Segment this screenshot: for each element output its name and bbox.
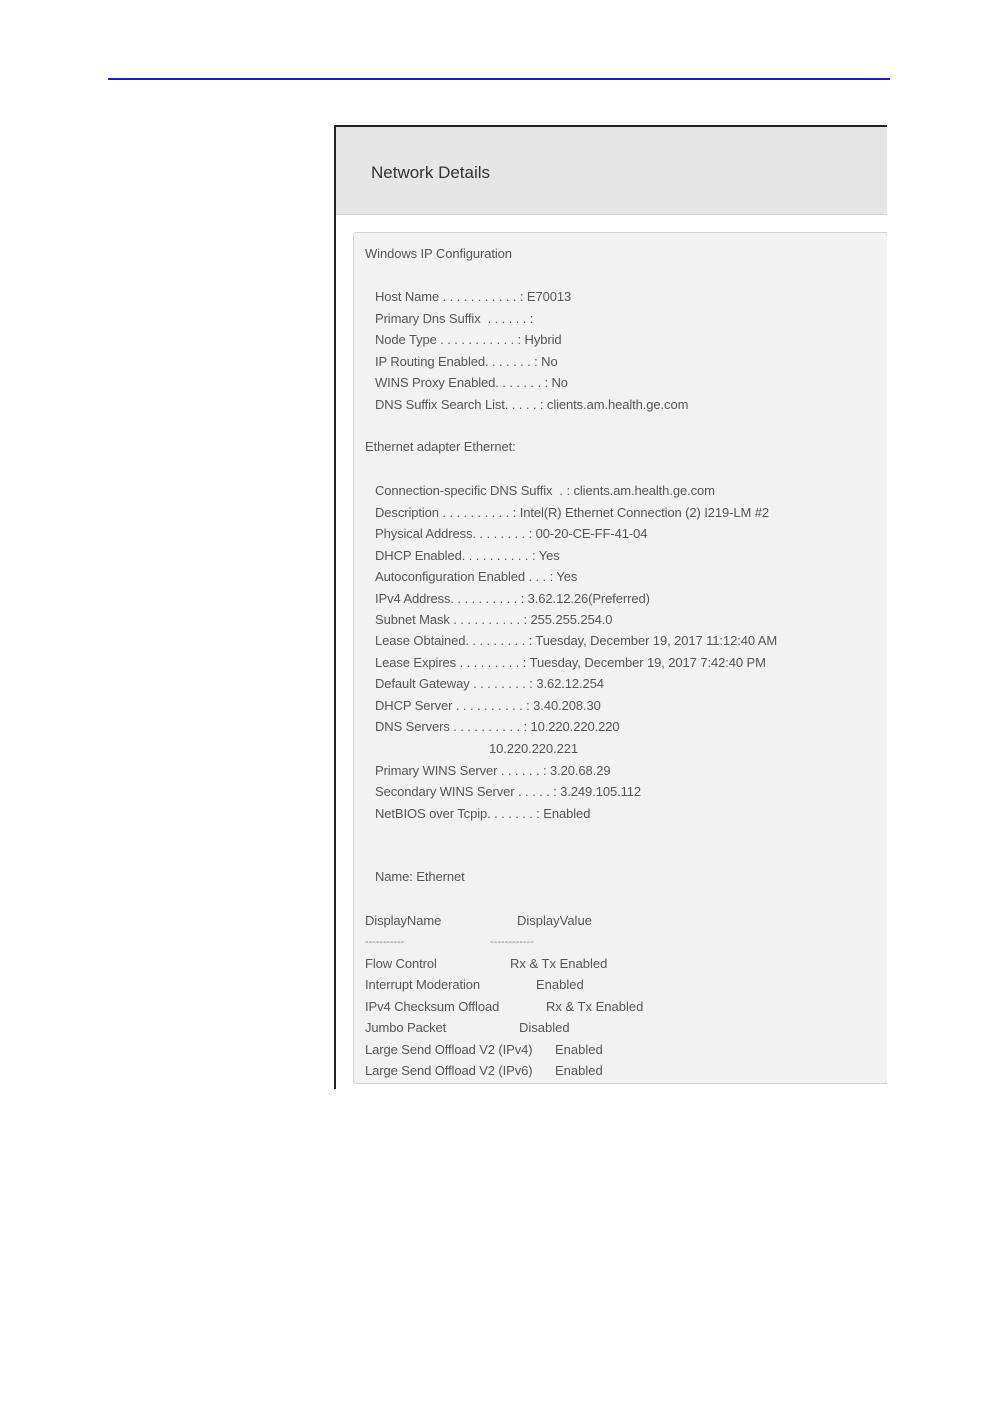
adapter-row: Subnet Mask . . . . . . . . . . : 255.255.254.0 <box>375 612 613 627</box>
host-row: Primary Dns Suffix . . . . . . : <box>375 311 534 326</box>
adapter-row: Autoconfiguration Enabled . . . : Yes <box>375 569 578 584</box>
page-top-rule <box>108 78 890 80</box>
table-header-value: DisplayValue <box>517 913 592 928</box>
adapter-row: DHCP Server . . . . . . . . . . : 3.40.208.30 <box>375 698 601 713</box>
adapter-row: Lease Obtained. . . . . . . . . : Tuesday, December 19, 2017 11:12:40 AM <box>375 633 778 648</box>
window-title: Network Details <box>371 163 491 182</box>
host-row: DNS Suffix Search List. . . . . : clients.am.health.ge.com <box>375 397 689 412</box>
wins-row: Primary WINS Server . . . . . . : 3.20.68.29 <box>375 763 611 778</box>
host-row: WINS Proxy Enabled. . . . . . . : No <box>375 375 568 390</box>
adapter-name: Name: Ethernet <box>375 869 465 884</box>
table-row-value: Enabled <box>555 1063 603 1078</box>
adapter-row: IPv4 Address. . . . . . . . . . : 3.62.12.26(Preferred) <box>375 591 650 606</box>
table-header-rule: ----------- <box>365 936 405 948</box>
wins-row: Secondary WINS Server . . . . . : 3.249.105.112 <box>375 784 642 799</box>
table-header-name: DisplayName <box>365 913 442 928</box>
table-header-rule: ------------ <box>490 936 534 948</box>
table-row-name: Flow Control <box>365 956 437 971</box>
ipconfig-output-panel <box>353 232 887 1084</box>
table-row-value: Rx & Tx Enabled <box>510 956 608 971</box>
adapter-row: DHCP Enabled. . . . . . . . . . : Yes <box>375 548 560 563</box>
table-row-name: Interrupt Moderation <box>365 977 481 992</box>
host-row: IP Routing Enabled. . . . . . . : No <box>375 354 558 369</box>
table-row-value: Disabled <box>519 1020 570 1035</box>
window-border-left <box>334 125 336 1089</box>
section-title: Windows IP Configuration <box>365 246 512 261</box>
table-row-value: Rx & Tx Enabled <box>546 999 644 1014</box>
adapter-row: Connection-specific DNS Suffix . : clients.am.health.ge.com <box>375 483 715 498</box>
window-header <box>336 127 887 215</box>
host-row: Node Type . . . . . . . . . . . : Hybrid <box>375 332 562 347</box>
table-row-name: Jumbo Packet <box>365 1020 447 1035</box>
adapter-row: Default Gateway . . . . . . . . : 3.62.12.254 <box>375 676 604 691</box>
table-row-name: IPv4 Checksum Offload <box>365 999 500 1014</box>
adapter-row: DNS Servers . . . . . . . . . . : 10.220.220.220 <box>375 719 620 734</box>
table-row-value: Enabled <box>555 1042 603 1057</box>
network-details-window <box>334 125 887 1089</box>
dns-server-secondary: 10.220.220.221 <box>489 741 578 756</box>
host-row: Host Name . . . . . . . . . . . : E70013 <box>375 289 572 304</box>
wins-row: NetBIOS over Tcpip. . . . . . . : Enabled <box>375 806 591 821</box>
adapter-row: Lease Expires . . . . . . . . . : Tuesday, December 19, 2017 7:42:40 PM <box>375 655 766 670</box>
adapter-row: Description . . . . . . . . . . : Intel(R) Ethernet Connection (2) I219-LM #2 <box>375 505 770 520</box>
table-row-value: Enabled <box>536 977 584 992</box>
table-row-name: Large Send Offload V2 (IPv4) <box>365 1042 533 1057</box>
adapter-row: Physical Address. . . . . . . . : 00-20-CE-FF-41-04 <box>375 526 648 541</box>
adapter-title: Ethernet adapter Ethernet: <box>365 439 516 454</box>
table-row-name: Large Send Offload V2 (IPv6) <box>365 1063 533 1078</box>
